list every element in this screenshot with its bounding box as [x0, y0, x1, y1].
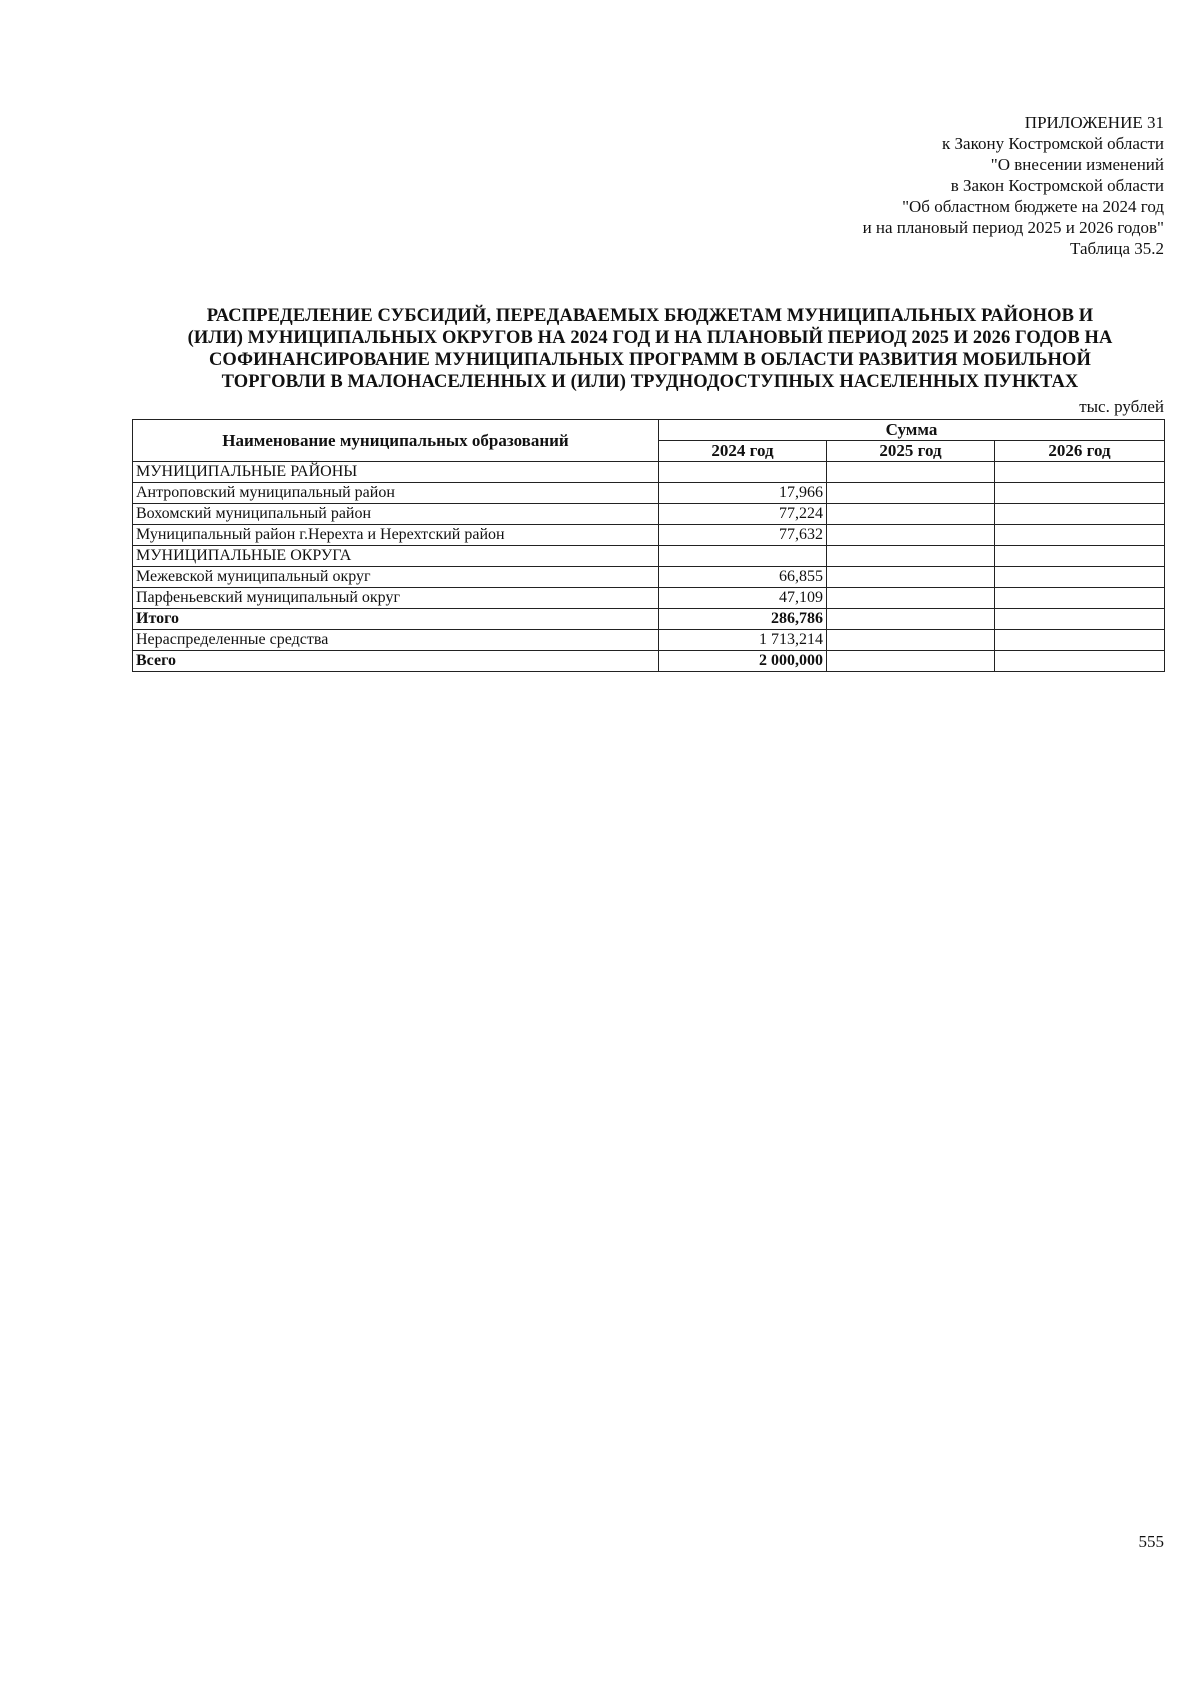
cell-2025	[827, 546, 995, 567]
cell-name: Вохомский муниципальный район	[133, 504, 659, 525]
title-line: (ИЛИ) МУНИЦИПАЛЬНЫХ ОКРУГОВ НА 2024 ГОД И НА ПЛАНОВЫЙ ПЕРИОД 2025 И 2026 ГОДОВ НА	[187, 328, 1113, 348]
title-line: СОФИНАНСИРОВАНИЕ МУНИЦИПАЛЬНЫХ ПРОГРАММ В ОБЛАСТИ РАЗВИТИЯ МОБИЛЬНОЙ	[208, 350, 1092, 370]
units-label: тыс. рублей	[1079, 397, 1164, 416]
table-row	[133, 546, 1165, 567]
appendix-line: к Закону Костромской области	[942, 134, 1164, 153]
appendix-header	[863, 112, 1164, 259]
cell-2026	[995, 504, 1165, 525]
cell-2024: 47,109	[659, 588, 827, 609]
cell-name: Антроповский муниципальный район	[133, 483, 659, 504]
cell-2024: 77,224	[659, 504, 827, 525]
appendix-line: "Об областном бюджете на 2024 год	[902, 197, 1164, 216]
cell-2025	[827, 609, 995, 630]
cell-name: Межевской муниципальный округ	[133, 567, 659, 588]
cell-2025	[827, 483, 995, 504]
cell-2024: 17,966	[659, 483, 827, 504]
cell-2026	[995, 588, 1165, 609]
cell-2025	[827, 504, 995, 525]
cell-2026	[995, 483, 1165, 504]
cell-name: Всего	[133, 651, 659, 672]
cell-2024: 2 000,000	[659, 651, 827, 672]
cell-2024: 286,786	[659, 609, 827, 630]
cell-name: МУНИЦИПАЛЬНЫЕ РАЙОНЫ	[133, 462, 659, 483]
table-number: Таблица 35.2	[1070, 239, 1164, 258]
cell-2025	[827, 567, 995, 588]
cell-2025	[827, 525, 995, 546]
cell-2024: 77,632	[659, 525, 827, 546]
table-row	[133, 567, 1165, 588]
column-header-2024: 2024 год	[659, 441, 827, 462]
table-row	[133, 588, 1165, 609]
column-header-sum: Сумма	[659, 420, 1165, 441]
column-header-2025: 2025 год	[827, 441, 995, 462]
appendix-line: "О внесении изменений	[990, 155, 1164, 174]
document-title	[140, 305, 1160, 393]
cell-2024: 1 713,214	[659, 630, 827, 651]
column-header-name: Наименование муниципальных образований	[133, 420, 659, 462]
cell-2025	[827, 630, 995, 651]
table-row	[133, 462, 1165, 483]
table-row	[133, 630, 1165, 651]
cell-name: Нераспределенные средства	[133, 630, 659, 651]
cell-2026	[995, 462, 1165, 483]
title-line: ТОРГОВЛИ В МАЛОНАСЕЛЕННЫХ И (ИЛИ) ТРУДНОДОСТУПНЫХ НАСЕЛЕННЫХ ПУНКТАХ	[221, 372, 1079, 392]
cell-name: Итого	[133, 609, 659, 630]
cell-2026	[995, 609, 1165, 630]
title-line: РАСПРЕДЕЛЕНИЕ СУБСИДИЙ, ПЕРЕДАВАЕМЫХ БЮДЖЕТАМ МУНИЦИПАЛЬНЫХ РАЙОНОВ И	[206, 306, 1094, 326]
cell-name: Муниципальный район г.Нерехта и Нерехтский район	[133, 525, 659, 546]
cell-2025	[827, 651, 995, 672]
cell-2024: 66,855	[659, 567, 827, 588]
cell-2024	[659, 462, 827, 483]
page-number: 555	[1138, 1532, 1164, 1551]
table-row	[133, 609, 1165, 630]
table-body	[133, 462, 1165, 672]
cell-name: Парфеньевский муниципальный округ	[133, 588, 659, 609]
cell-2025	[827, 462, 995, 483]
cell-2026	[995, 525, 1165, 546]
column-header-2026: 2026 год	[995, 441, 1165, 462]
cell-2025	[827, 588, 995, 609]
appendix-line: и на плановый период 2025 и 2026 годов"	[862, 218, 1164, 237]
cell-name: МУНИЦИПАЛЬНЫЕ ОКРУГА	[133, 546, 659, 567]
cell-2026	[995, 567, 1165, 588]
cell-2026	[995, 546, 1165, 567]
appendix-line: ПРИЛОЖЕНИЕ 31	[1024, 113, 1164, 132]
subsidy-table	[132, 419, 1165, 672]
appendix-line: в Закон Костромской области	[950, 176, 1164, 195]
table-row	[133, 483, 1165, 504]
table-row	[133, 525, 1165, 546]
cell-2026	[995, 651, 1165, 672]
table-row	[133, 504, 1165, 525]
cell-2026	[995, 630, 1165, 651]
cell-2024	[659, 546, 827, 567]
table-row	[133, 651, 1165, 672]
